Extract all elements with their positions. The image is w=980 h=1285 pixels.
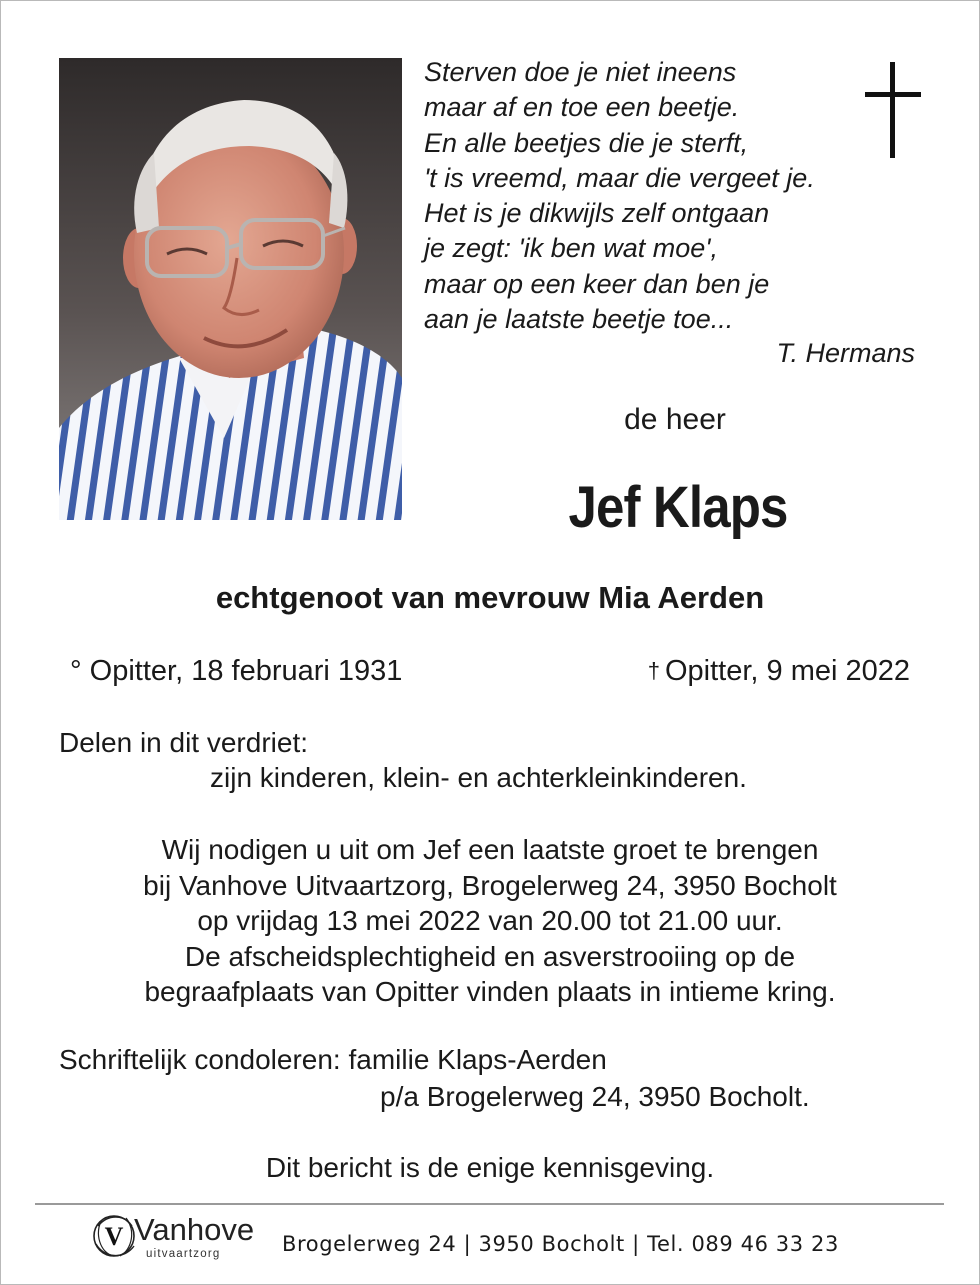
footer-divider [35, 1203, 944, 1205]
logo-name: Vanhove [134, 1212, 255, 1247]
poem-author: T. Hermans [776, 338, 915, 368]
invitation-line: De afscheidsplechtigheid en asverstrooiing op de [184, 940, 796, 972]
logo-emblem-icon [90, 1210, 138, 1262]
notice-text: Dit bericht is de enige kennisgeving. [265, 1152, 715, 1183]
latin-cross-icon [865, 62, 921, 158]
invitation-line: begraafplaats van Opitter vinden plaats in intieme kring. [144, 976, 836, 1007]
grief-label: Delen in dit verdriet: [59, 727, 309, 758]
invitation-line: Wij nodigen u uit om Jef een laatste groet te brengen [161, 834, 819, 865]
poem-line: Het is je dikwijls zelf ontgaan [424, 198, 770, 229]
death-text: Opitter, 9 mei 2022 [664, 655, 910, 687]
logo-subtitle: uitvaartzorg [146, 1248, 221, 1260]
poem-line: aan je laatste beetje toe... [424, 304, 734, 335]
honorific: de heer [624, 403, 726, 436]
birth-line: ° Opitter, 18 februari 1931 [70, 655, 403, 687]
poem-line: je zegt: 'ik ben wat moe', [424, 233, 718, 264]
poem [424, 55, 919, 368]
dagger-icon: † [647, 658, 660, 683]
invitation-line: op vrijdag 13 mei 2022 van 20.00 tot 21.00 uur. [197, 905, 783, 936]
logo-mark-letter: V [104, 1222, 124, 1251]
spouse-line: echtgenoot van mevrouw Mia Aerden [215, 580, 765, 615]
poem-line: Sterven doe je niet ineens [424, 57, 737, 87]
condolence-address: p/a Brogelerweg 24, 3950 Bocholt. [380, 1081, 810, 1112]
poem-line: maar af en toe een beetje. [424, 92, 740, 123]
funeral-home-logo [90, 1210, 270, 1270]
footer-address: Brogelerweg 24 | 3950 Bocholt | Tel. 089 46 33 23 [282, 1232, 839, 1256]
condolence-label: Schriftelijk condoleren: familie Klaps-Aerden [59, 1044, 607, 1075]
grief-body: zijn kinderen, klein- en achterkleinkinderen. [210, 762, 747, 793]
portrait-photo [59, 58, 402, 520]
invitation [60, 832, 920, 1010]
poem-line: maar op een keer dan ben je [424, 268, 770, 299]
deceased-name: Jef Klaps [568, 475, 788, 540]
invitation-line: bij Vanhove Uitvaartzorg, Brogelerweg 24, 3950 Bocholt [143, 869, 837, 901]
poem-line: 't is vreemd, maar die vergeet je. [424, 162, 815, 193]
death-line [648, 655, 910, 688]
poem-line: En alle beetjes die je sterft, [424, 127, 749, 158]
